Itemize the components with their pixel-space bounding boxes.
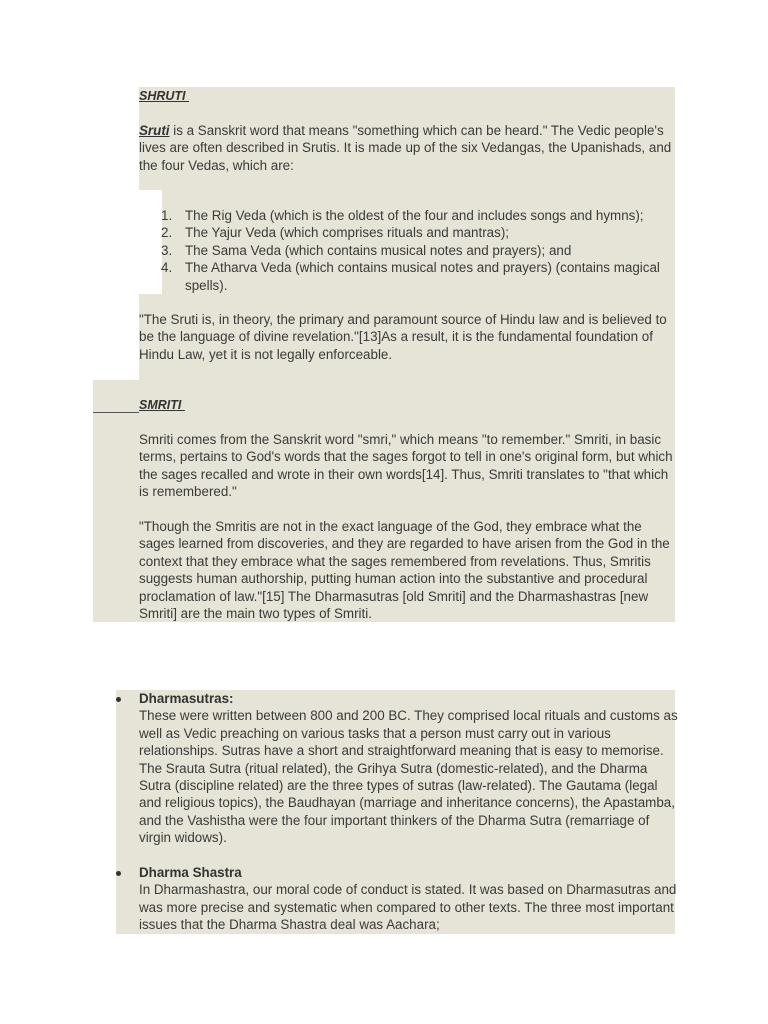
list-number: 4. <box>161 260 173 276</box>
list-number: 1. <box>161 208 173 223</box>
smriti-paragraph-2: "Though the Smritis are not in the exact language of the God, they embrace what the sages learned from discoveries, and they are regarded to have arisen from the God in the context that they embrace what the sages remembered from revelations. Thus, Smritis suggests human authorship, putting human action into the substantive and procedural proclamation of law."[15] The Dharmasutras [old Smriti] and the Dharmashastras [new Smriti] are the main two types of Smriti. <box>139 519 670 622</box>
sruti-intro-text: is a Sanskrit word that means "something which can be heard." The Vedic people's lives are often described in Srutis. It is made up of the six Vedangas, the Upanishads, and the four Vedas, which are: <box>139 123 672 173</box>
list-item <box>139 259 679 294</box>
shruti-intro <box>139 122 679 174</box>
smriti-heading: SMRITI <box>139 398 185 412</box>
list-number: 2. <box>161 225 173 241</box>
bullet-item-dharma-shastra <box>139 864 679 934</box>
list-item <box>139 242 679 259</box>
bullet-title: Dharma Shastra <box>139 865 242 880</box>
bullet-item-dharmasutras <box>139 690 679 847</box>
bullet-body: These were written between 800 and 200 BC. They comprised local rituals and customs as well as Vedic preaching on various tasks that a person must carry out in various relationships. Sutras have a short and straightforward meaning that is easy to memorise. The Srauta Sutra (ritual related), the Grihya Sutra (domestic-related), and the Dharma Sutra (discipline related) are the three types of sutras (law-related). The Gautama (legal and religious topics), the Baudhayan (marriage and inheritance concerns), the Apastamba, and the Vashistha were the four important thinkers of the Dharma Sutra (remarriage of virgin widows). <box>139 708 678 846</box>
vedas-list <box>139 207 679 294</box>
shruti-heading: SHRUTI <box>139 89 189 103</box>
list-item-text: The Sama Veda (which contains musical notes and prayers); and <box>185 242 572 258</box>
shruti-quote: "The Sruti is, in theory, the primary and paramount source of Hindu law and is believed to be the language of divine revelation."[13]As a result, it is the fundamental foundation of Hindu Law, yet it is not legally enforceable. <box>139 312 667 362</box>
sruti-term: Sruti <box>139 123 170 138</box>
list-item-text: The Atharva Veda (which contains musical notes and prayers) (contains magical spells). <box>185 260 660 293</box>
list-item <box>139 207 679 224</box>
list-number: 3. <box>161 242 173 258</box>
bullet-icon <box>116 871 121 876</box>
list-item-text: The Yajur Veda (which comprises rituals and mantras); <box>185 225 509 241</box>
bullet-icon <box>116 697 121 702</box>
list-item <box>139 224 679 241</box>
bullet-body: In Dharmashastra, our moral code of conduct is stated. It was based on Dharmasutras and was more precise and systematic when compared to other texts. The three most important issues that the Dharma Shastra deal was Aachara; <box>139 882 677 933</box>
bullet-title: Dharmasutras: <box>139 691 234 706</box>
list-item-text: The Rig Veda (which is the oldest of the four and includes songs and hymns); <box>185 208 644 223</box>
smriti-paragraph-1: Smriti comes from the Sanskrit word "smri," which means "to remember." Smriti, in basic terms, pertains to God's words that the sages forgot to tell in one's original form, but which the sages recalled and wrote in their own words[14]. Thus, Smriti translates to "that which is remembered." <box>139 432 673 500</box>
section-divider <box>93 412 139 413</box>
